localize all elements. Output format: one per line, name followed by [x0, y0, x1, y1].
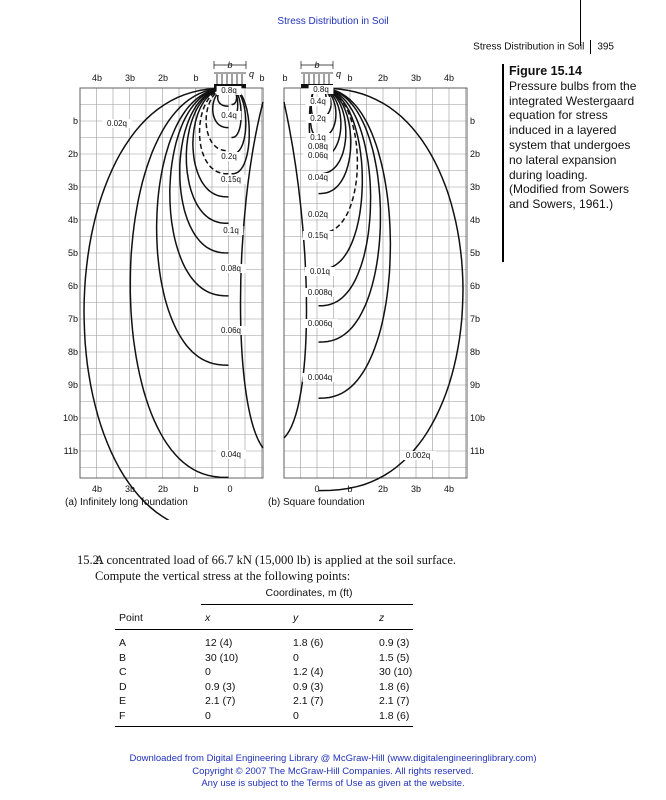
bottom-tick-right: 3b: [410, 484, 422, 494]
grid-frame: [80, 88, 263, 478]
contour-label: 0.04q: [220, 450, 242, 459]
top-tick-left: 3b: [124, 73, 136, 83]
problem-number: 15.2.: [77, 553, 102, 567]
cell-x: 0: [205, 666, 211, 679]
depth-tick-left: 4b: [67, 215, 78, 225]
caption-label: Figure 15.14: [509, 64, 582, 78]
bottom-tick-right: 2b: [377, 484, 389, 494]
bottom-tick-left: 3b: [124, 484, 136, 494]
contour-label: 0.15q: [220, 175, 242, 184]
cell-point: A: [119, 637, 127, 650]
footer: [0, 753, 666, 791]
load-q-label: q: [336, 69, 342, 79]
contour-label: 0.8q: [313, 85, 329, 94]
col-point-header: Point: [115, 604, 201, 630]
depth-tick-right: 9b: [470, 380, 481, 390]
load-q-label: q: [249, 69, 255, 79]
left-grid: [80, 88, 263, 478]
bottom-tick-left: 2b: [157, 484, 169, 494]
cell-z: 0.9 (3): [379, 637, 410, 650]
cell-x: 0.9 (3): [205, 680, 236, 693]
cell-y: 1.2 (4): [293, 666, 324, 679]
footer-line-2: Copyright © 2007 The McGraw-Hill Companies. All rights reserved.: [192, 765, 474, 777]
table-row: [115, 651, 413, 666]
contour-label: 0.06q: [220, 326, 242, 335]
depth-tick-right: 2b: [470, 149, 481, 159]
table-row: [115, 630, 413, 651]
depth-tick-right: 7b: [470, 314, 481, 324]
top-tick-right: b: [282, 73, 288, 83]
contour-label: 0.04q: [307, 173, 329, 182]
pressure-bulb-figure: [0, 0, 500, 520]
running-title: Stress Distribution in Soil: [473, 41, 585, 53]
contour-label: 0.02q: [106, 119, 128, 128]
right-subtitle: (b) Square foundation: [268, 497, 365, 508]
cell-x: 12 (4): [205, 637, 233, 650]
contour-label: 0.4q: [310, 97, 326, 106]
footer-line-1: Downloaded from Digital Engineering Library @ McGraw-Hill (www.digitalengineeringlibrary.com): [129, 753, 537, 764]
depth-tick-right: b: [470, 116, 476, 126]
top-tick-right: 3b: [410, 73, 422, 83]
depth-tick-right: 6b: [470, 281, 481, 291]
top-tick-left: 4b: [91, 73, 103, 83]
cell-point: B: [119, 651, 127, 664]
left-subtitle: (a) Infinitely long foundation: [65, 497, 188, 508]
problem-line-2: Compute the vertical stress at the following points:: [95, 569, 351, 583]
contour-label: 0.2q: [221, 152, 237, 161]
page-number: 395: [597, 41, 614, 53]
col-y-header: y: [289, 604, 375, 630]
cell-y: 0.9 (3): [293, 680, 324, 693]
bottom-tick-left: b: [193, 484, 199, 494]
cell-x: 30 (10): [205, 651, 239, 664]
contour-label: 0.01q: [309, 267, 331, 276]
contour-label: 0.008q: [307, 288, 333, 297]
contour-label: 0.02q: [307, 210, 329, 219]
contour-label: 0.15q: [307, 231, 329, 240]
contour-label: 0.06q: [307, 151, 329, 160]
bottom-tick-right: b: [347, 484, 353, 494]
depth-tick-left: 2b: [67, 149, 78, 159]
coordinates-table: [115, 586, 413, 727]
depth-tick-left: 10b: [62, 413, 78, 423]
cell-z: 1.8 (6): [375, 709, 413, 727]
cell-y: 2.1 (7): [293, 695, 324, 708]
right-foundation-load: [301, 60, 341, 88]
depth-tick-right: 4b: [470, 215, 481, 225]
depth-tick-right: 8b: [470, 347, 481, 357]
bottom-tick-left: 4b: [91, 484, 103, 494]
contour-label: 0.1q: [223, 226, 239, 235]
table-row: [115, 665, 413, 680]
depth-tick-left: 3b: [67, 182, 78, 192]
col-z-header: z: [375, 604, 413, 630]
bottom-tick-right: 0: [314, 484, 320, 494]
axis-tick-labels: [63, 73, 485, 494]
contour-label: 0.4q: [221, 111, 237, 120]
top-tick-left: b: [259, 73, 265, 83]
cell-z: 1.5 (5): [379, 651, 410, 664]
figure-caption: [509, 64, 639, 212]
contour-label: 0.004q: [307, 373, 333, 382]
depth-tick-left: 7b: [67, 314, 78, 324]
table-row: [115, 680, 413, 695]
contour-labels: [102, 85, 436, 460]
depth-tick-left: 9b: [67, 380, 78, 390]
col-x-header: x: [201, 604, 289, 630]
left-foundation-load: [214, 60, 254, 88]
table-row: [115, 694, 413, 709]
cell-point: E: [119, 695, 127, 708]
depth-tick-right: 3b: [470, 182, 481, 192]
contour-label: 0.08q: [307, 142, 329, 151]
coordinates-header: Coordinates, m (ft): [201, 586, 413, 604]
header-separator: [590, 40, 591, 54]
cell-z: 30 (10): [379, 666, 413, 679]
depth-tick-right: 10b: [470, 413, 486, 423]
depth-tick-left: 6b: [67, 281, 78, 291]
depth-tick-left: b: [72, 116, 78, 126]
cell-x: 0: [201, 709, 289, 727]
top-tick-right: b: [347, 73, 353, 83]
book-title-top: Stress Distribution in Soil: [277, 16, 389, 27]
problem-statement: [77, 552, 507, 584]
dimension-b-label: b: [314, 60, 320, 70]
table-row: [115, 709, 413, 727]
cell-y: 0: [293, 651, 299, 664]
footer-line-3: Any use is subject to the Terms of Use as given at the website.: [201, 778, 465, 789]
pressure-bulb: [317, 88, 463, 491]
contour-label: 0.8q: [221, 86, 237, 95]
contour-label: 0.2q: [310, 114, 326, 123]
cell-y: 1.8 (6): [293, 637, 324, 650]
bottom-tick-right: 4b: [443, 484, 455, 494]
depth-tick-left: 5b: [67, 248, 78, 258]
cell-point: D: [119, 680, 127, 693]
cell-z: 2.1 (7): [379, 695, 410, 708]
contour-label: 0.006q: [307, 319, 333, 328]
depth-tick-right: 11b: [470, 446, 485, 456]
cell-z: 1.8 (6): [379, 680, 410, 693]
top-tick-left: 2b: [157, 73, 169, 83]
cell-point: F: [115, 709, 201, 727]
depth-tick-right: 5b: [470, 248, 481, 258]
contour-label: 0.08q: [220, 264, 242, 273]
contour-label: 0.1q: [310, 133, 326, 142]
top-tick-right: 4b: [443, 73, 455, 83]
depth-tick-left: 11b: [63, 446, 78, 456]
cell-x: 2.1 (7): [205, 695, 236, 708]
cell-y: 0: [289, 709, 375, 727]
dimension-b-label: b: [227, 60, 233, 70]
problem-line-1: A concentrated load of 66.7 kN (15,000 lb) is applied at the soil surface.: [95, 553, 457, 567]
depth-tick-left: 8b: [67, 347, 78, 357]
bottom-tick-left: 0: [227, 484, 233, 494]
cell-point: C: [119, 666, 127, 679]
top-tick-right: 2b: [377, 73, 389, 83]
caption-text: Pressure bulbs from the integrated Westergaard equation for stress induced in a layered system that undergoes no lateral expansion during loading. (Modified from Sowers and Sowers, 1961.): [509, 78, 637, 212]
top-tick-left: b: [193, 73, 199, 83]
caption-rule: [502, 64, 504, 262]
contour-label: 0.002q: [405, 451, 431, 460]
